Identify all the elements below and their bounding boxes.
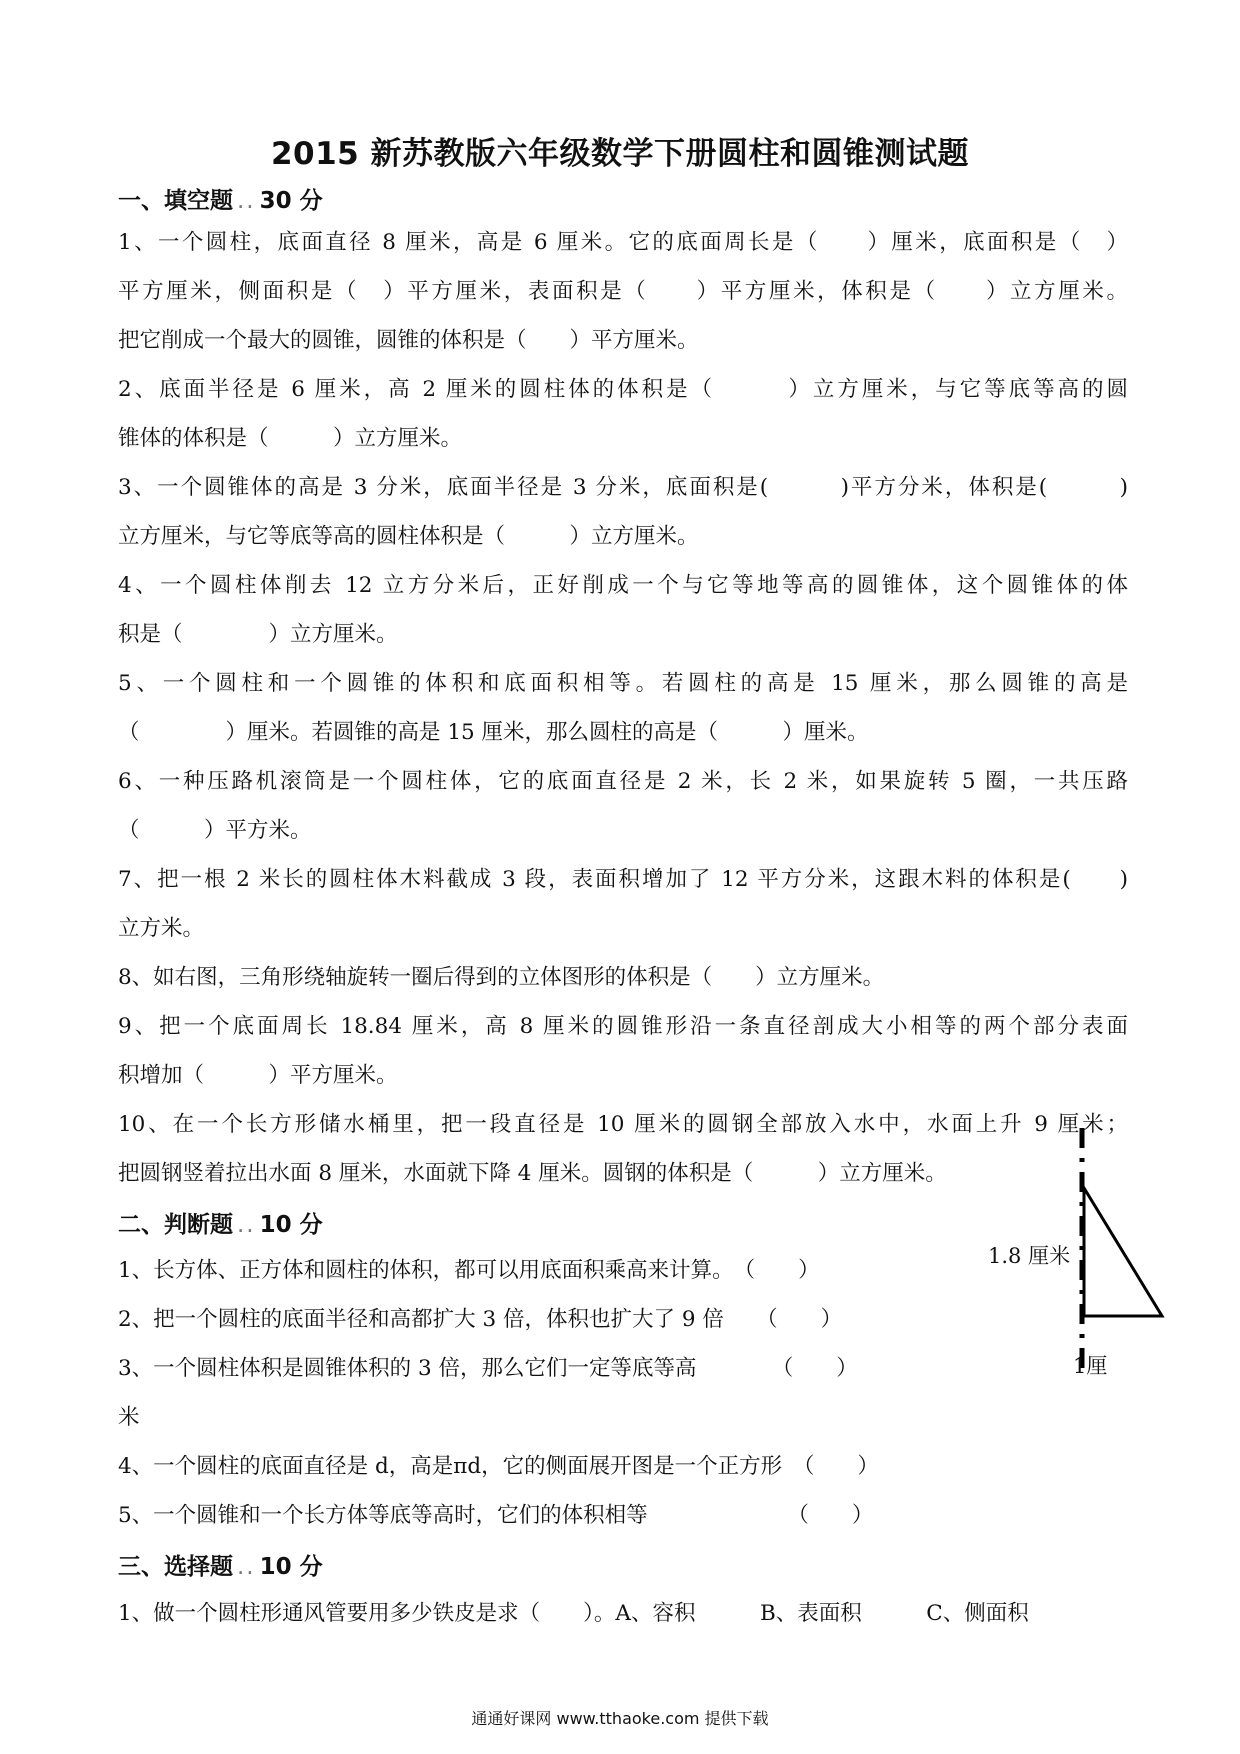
choice-line: 1、做一个圆柱形通风管要用多少铁皮是求（ ）。A、容积 B、表面积 C、侧面积 [118,1601,1029,1626]
question-line: 立方米。 [118,916,205,941]
question-line: 3、一个圆锥体的高是 3 分米，底面半径是 3 分米，底面积是( )平方分米，体积是( ) [118,475,1128,500]
judgement-line: 4、一个圆柱的底面直径是 d，高是πd，它的侧面展开图是一个正方形 （ ） [118,1454,879,1479]
section-points: 10 分 [259,1212,323,1238]
section-dots: .. [237,188,256,214]
section-title: 一、填空题 [118,188,233,214]
question-line: 5、一个圆柱和一个圆锥的体积和底面积相等。若圆柱的高是 15 厘米，那么圆锥的高是 [118,671,1128,696]
question-line: 2、底面半径是 6 厘米，高 2 厘米的圆柱体的体积是（ ）立方厘米，与它等底等高的圆 [118,377,1128,402]
base-label: 1厘 [1073,1354,1108,1378]
question-line: 9、把一个底面周长 18.84 厘米，高 8 厘米的圆锥形沿一条直径剖成大小相等的两个部分表面 [118,1014,1128,1039]
judgement-line: 2、把一个圆柱的底面半径和高都扩大 3 倍，体积也扩大了 9 倍 （ ） [118,1307,843,1332]
judgement-line: 1、长方体、正方体和圆柱的体积，都可以用底面积乘高来计算。 （ ） [118,1258,820,1283]
footer-note: 通通好课网 www.tthaoke.com 提供下载 [471,1709,769,1728]
question-line: 平方厘米，侧面积是（ ）平方厘米，表面积是（ ）平方厘米，体积是（ ）立方厘米。 [118,279,1128,304]
question-line: 把它削成一个最大的圆锥，圆锥的体积是（ ）平方厘米。 [118,328,699,353]
section-points: 30 分 [259,188,323,214]
question-line: （ ）平方米。 [118,818,312,843]
question-line: 6、一种压路机滚筒是一个圆柱体，它的底面直径是 2 米，长 2 米，如果旋转 5 圈，一共压路 [118,769,1128,794]
section-points: 10 分 [259,1554,323,1580]
section-heading-multiple-choice [118,1548,323,1581]
triangle-shape [1084,1188,1162,1316]
judgement-line: 5、一个圆锥和一个长方体等底等高时，它们的体积相等 （ ） [118,1503,874,1528]
question-line: 7、把一根 2 米长的圆柱体木料截成 3 段，表面积增加了 12 平方分米，这跟木料的体积是( ) [118,867,1128,892]
question-line: 8、如右图，三角形绕轴旋转一圈后得到的立体图形的体积是（ ）立方厘米。 [118,965,885,990]
question-line: 把圆钢竖着拉出水面 8 厘米，水面就下降 4 厘米。圆钢的体积是（ ）立方厘米。 [118,1161,947,1186]
question-line: 1、一个圆柱，底面直径 8 厘米，高是 6 厘米。它的底面周长是（ ）厘米，底面积是（ ） [118,230,1128,255]
question-line: 立方厘米，与它等底等高的圆柱体积是（ ）立方厘米。 [118,524,699,549]
question-line: （ ）厘米。若圆锥的高是 15 厘米，那么圆柱的高是（ ）厘米。 [118,720,869,745]
section-title: 三、选择题 [118,1554,233,1580]
question-line: 4、一个圆柱体削去 12 立方分米后，正好削成一个与它等地等高的圆锥体，这个圆锥体的体 [118,573,1128,598]
question-line: 10、在一个长方形储水桶里，把一段直径是 10 厘米的圆钢全部放入水中，水面上升 9 厘米； [118,1112,1128,1137]
triangle-rotation-figure [988,1128,1180,1378]
page-title: 2015 新苏教版六年级数学下册圆柱和圆锥测试题 [270,136,970,172]
question-line: 锥体的体积是（ ）立方厘米。 [118,426,463,451]
height-label: 1.8 厘米 [988,1240,1070,1270]
section-title: 二、判断题 [118,1212,233,1238]
section-heading-fill-in [118,182,323,215]
judgement-line: 米 [118,1405,140,1430]
question-line: 积是（ ）立方厘米。 [118,622,398,647]
section-dots: .. [237,1554,256,1580]
section-heading-true-false [118,1206,323,1239]
judgement-line: 3、一个圆柱体积是圆锥体积的 3 倍，那么它们一定等底等高 （ ） [118,1356,858,1381]
section-dots: .. [237,1212,256,1238]
question-line: 积增加（ ）平方厘米。 [118,1063,398,1088]
